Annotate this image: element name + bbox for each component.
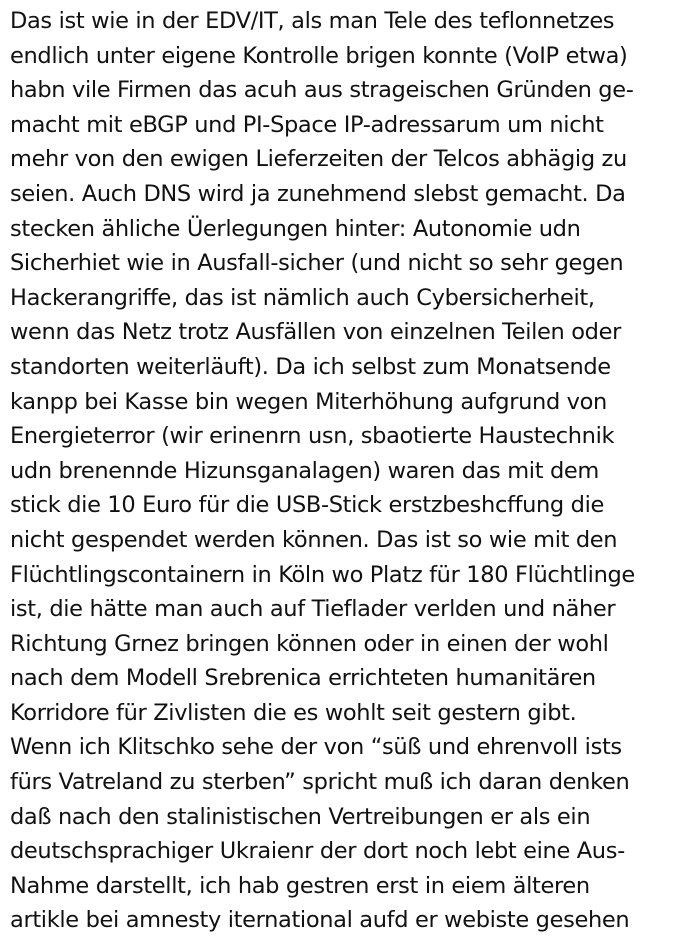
text-line-21: Korridore für Zivlisten die es wohlt seit gestern gibt. [10, 699, 577, 726]
text-line-12: kanpp bei Kasse bin wegen Miterhöhung aufgrund von [10, 388, 607, 415]
text-line-24: daß nach den stalinistischen Vertreibungen er als ein [10, 803, 591, 830]
text-line-20: nach dem Modell Srebrenica errichteten humanitären [10, 665, 596, 692]
text-line-7: stecken ähliche Üerlegungen hinter: Autonomie udn [10, 215, 581, 242]
text-line-23: fürs Vatreland zu sterben” spricht muß ich daran denken [10, 769, 630, 796]
text-line-17: Flüchtlingscontainern in Köln wo Platz für 180 Flüchtlinge [10, 561, 635, 588]
text-line-1: Das ist wie in der EDV/IT, als man Tele des teflonnetzes [10, 8, 615, 34]
text-line-2: endlich unter eigene Kontrolle brigen konnte (VoIP etwa) [10, 42, 628, 69]
text-line-5: mehr von den ewigen Lieferzeiten der Telcos abhägig zu [10, 146, 627, 173]
text-line-11: standorten weiterläuft). Da ich selbst zum Monatsende [10, 353, 611, 380]
text-line-15: stick die 10 Euro für die USB-Stick erstzbeshcffung die [10, 492, 604, 519]
text-line-10: wenn das Netz trotz Ausfällen von einzelnen Teilen oder [10, 319, 621, 346]
text-line-6: seien. Auch DNS wird ja zunehmend slebst gemacht. Da [10, 180, 626, 207]
text-line-3: habn vile Firmen das acuh aus strageischen Gründen ge- [10, 77, 634, 104]
text-line-4: macht mit eBGP und PI-Space IP-adressarum um nicht [10, 111, 604, 138]
text-line-26: Nahme darstellt, ich hab gestren erst in eiem älteren [10, 872, 590, 899]
text-line-27: artikle bei amnesty iternational aufd er webiste gesehen [10, 907, 630, 934]
body-text [10, 4, 680, 938]
text-line-16: nicht gespendet werden können. Das ist so wie mit den [10, 526, 618, 553]
text-line-25: deutschsprachiger Ukraienr der dort noch lebt eine Aus- [10, 838, 625, 865]
text-line-13: Energieterror (wir erinenrn usn, sbaotierte Haustechnik [10, 423, 615, 450]
text-line-18: ist, die hätte man auch auf Tieflader verlden und näher [10, 596, 616, 623]
text-line-8: Sicherhiet wie in Ausfall-sicher (und nicht so sehr gegen [10, 250, 624, 277]
text-line-19: Richtung Grnez bringen können oder in einen der wohl [10, 630, 609, 657]
text-line-22: Wenn ich Klitschko sehe der von “süß und ehrenvoll ists [10, 734, 622, 761]
text-line-14: udn brenennde Hizunsganalagen) waren das mit dem [10, 457, 599, 484]
text-line-9: Hackerangriffe, das ist nämlich auch Cybersicherheit, [10, 284, 595, 311]
